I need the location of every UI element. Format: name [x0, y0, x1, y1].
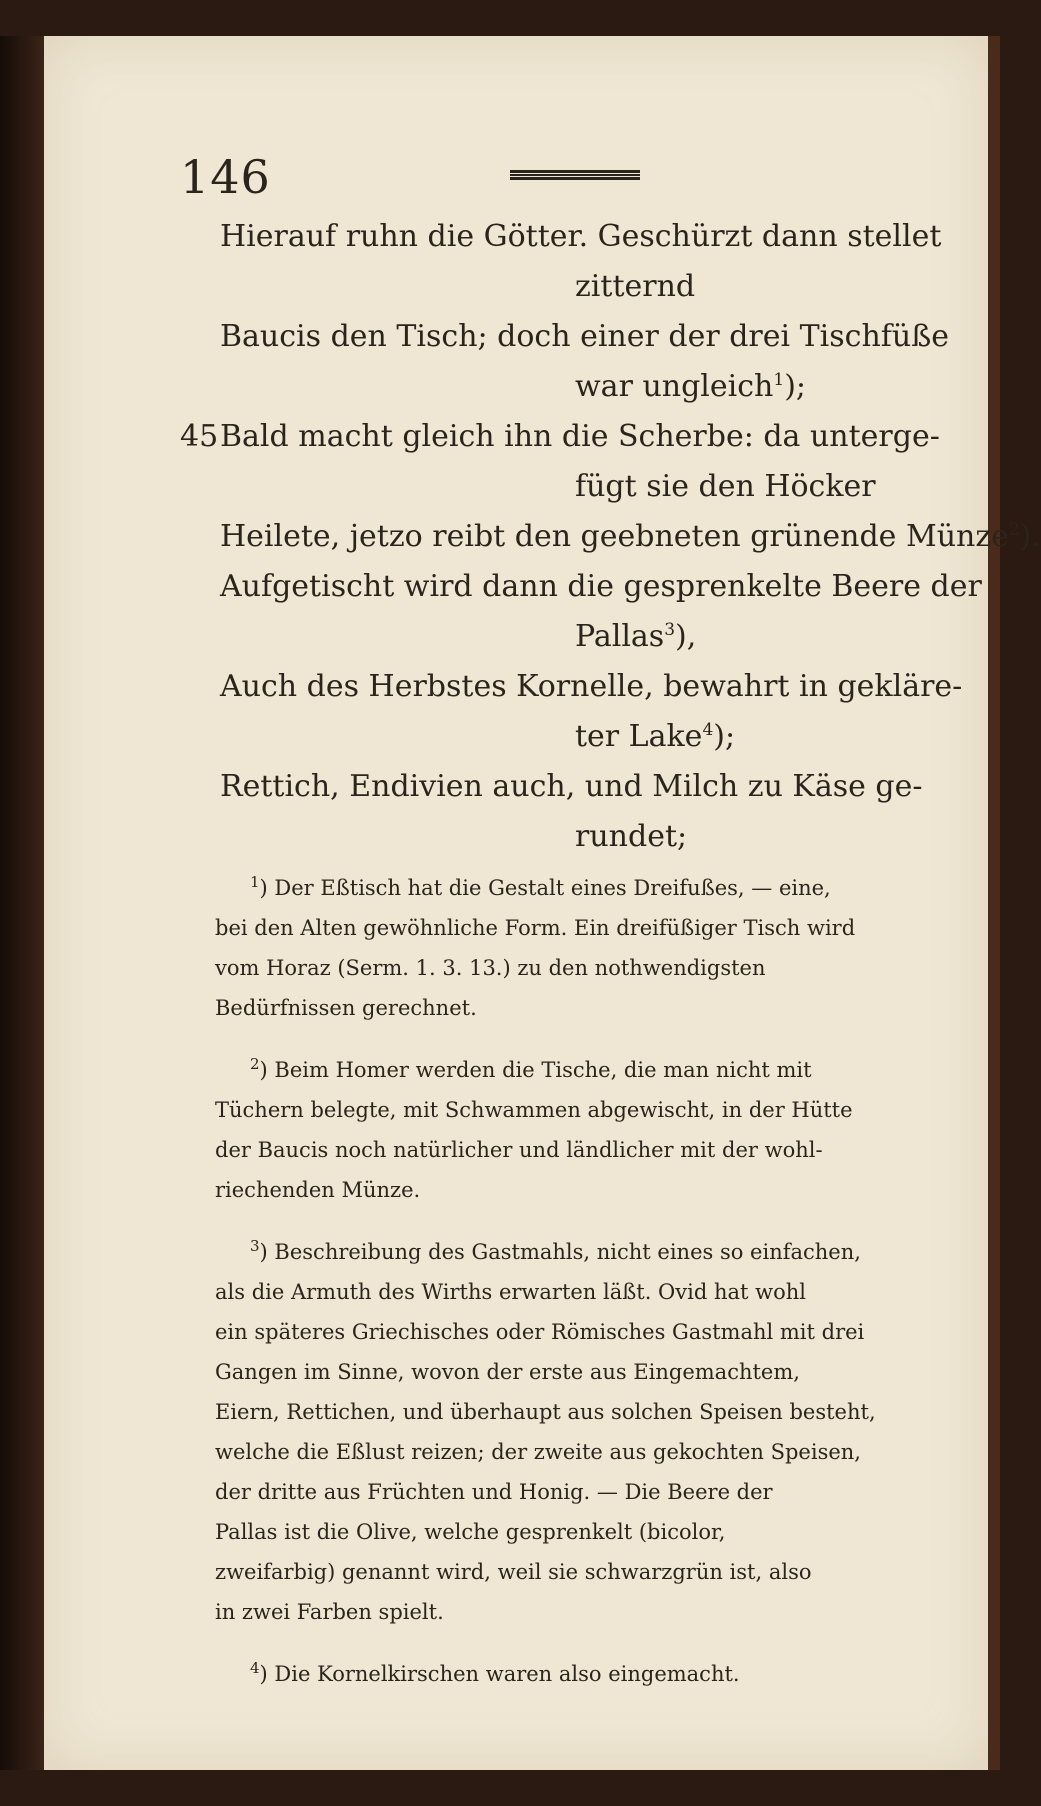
footnote-line	[215, 948, 950, 988]
verse-text: Hierauf ruhn die Götter. Geschürzt dann stellet	[220, 219, 942, 254]
footnote-line	[215, 1090, 950, 1130]
footnote-line	[215, 1050, 950, 1090]
verse-text-tail: ),	[675, 619, 697, 654]
book-edge	[988, 36, 1000, 1770]
footnote-marker: 1	[250, 873, 260, 891]
verse-text: war ungleich	[575, 369, 774, 404]
footnote-marker: 4	[250, 1659, 260, 1677]
verse-line	[220, 512, 1041, 562]
footnote-text: Gangen im Sinne, wovon der erste aus Eingemachtem,	[215, 1360, 800, 1384]
footnote	[215, 868, 950, 1028]
verse-text: Auch des Herbstes Kornelle, bewahrt in gekläre-	[220, 669, 963, 704]
footnote-text: ) Beschreibung des Gastmahls, nicht eines so einfachen,	[259, 1240, 861, 1264]
footnote-line	[215, 1654, 950, 1694]
verse-line	[220, 712, 955, 762]
footnote-line	[215, 1170, 950, 1210]
page-number: 146	[180, 150, 271, 204]
verse-text: Heilete, jetzo reibt den geebneten grünende Münze	[220, 519, 1009, 554]
footnote	[215, 1232, 950, 1632]
footnote-reference: 3	[664, 620, 676, 640]
footnote-text: der Baucis noch natürlicher und ländlicher mit der wohl-	[215, 1138, 823, 1162]
footnote-text: Eiern, Rettichen, und überhaupt aus solchen Speisen besteht,	[215, 1400, 876, 1424]
verse-text-tail: );	[713, 719, 736, 754]
verse-text: ter Lake	[575, 719, 703, 754]
verse-text-tail: );	[784, 369, 806, 404]
footnote-line	[215, 1232, 950, 1272]
footnote-line	[215, 1472, 950, 1512]
footnotes-block	[215, 868, 950, 1716]
header-rule	[510, 170, 640, 180]
verse-text: Rettich, Endivien auch, und Milch zu Käse ge-	[220, 769, 923, 804]
footnote-line	[215, 1312, 950, 1352]
page-header	[180, 150, 940, 210]
footnote-text: bei den Alten gewöhnliche Form. Ein dreifüßiger Tisch wird	[215, 916, 856, 940]
footnote-marker: 2	[250, 1055, 260, 1073]
verse-line	[220, 612, 955, 662]
verse-line	[220, 262, 955, 312]
footnote-text: ) Beim Homer werden die Tische, die man nicht mit	[259, 1058, 812, 1082]
verse-line	[180, 412, 955, 462]
verse-line	[220, 362, 955, 412]
verse-text: fügt sie den Höcker	[575, 469, 876, 504]
footnote-line	[215, 1552, 950, 1592]
footnote-reference: 1	[773, 370, 785, 390]
footnote-text: zweifarbig) genannt wird, weil sie schwarzgrün ist, also	[215, 1560, 812, 1584]
verse-text-tail: ).	[1019, 519, 1041, 554]
verse-text: zitternd	[575, 269, 696, 304]
verse-line-number: 45	[180, 419, 219, 454]
footnote-text: Pallas ist die Olive, welche gesprenkelt (bicolor,	[215, 1520, 726, 1544]
footnote-line	[215, 1592, 950, 1632]
verse-line	[220, 312, 955, 362]
verse-text: Pallas	[575, 619, 665, 654]
verse-line	[220, 762, 955, 812]
footnote-text: in zwei Farben spielt.	[215, 1600, 444, 1624]
footnote	[215, 1654, 950, 1694]
footnote-line	[215, 1130, 950, 1170]
footnote-text: welche die Eßlust reizen; der zweite aus gekochten Speisen,	[215, 1440, 861, 1464]
footnote-text: riechenden Münze.	[215, 1178, 421, 1202]
verse-line	[220, 462, 955, 512]
footnote-line	[215, 1272, 950, 1312]
footnote-text: Tüchern belegte, mit Schwammen abgewischt, in der Hütte	[215, 1098, 853, 1122]
verse-block	[180, 212, 1041, 862]
footnote	[215, 1050, 950, 1210]
footnote-text: ein späteres Griechisches oder Römisches Gastmahl mit drei	[215, 1320, 865, 1344]
footnote-line	[215, 1432, 950, 1472]
footnote-text: ) Die Kornelkirschen waren also eingemacht.	[259, 1662, 740, 1686]
footnote-marker: 3	[250, 1237, 260, 1255]
footnote-line	[215, 908, 950, 948]
verse-line	[220, 562, 982, 612]
verse-text: Bald macht gleich ihn die Scherbe: da unterge-	[220, 419, 940, 454]
footnote-line	[215, 1392, 950, 1432]
verse-line	[220, 212, 955, 262]
verse-text: Baucis den Tisch; doch einer der drei Tischfüße	[220, 319, 949, 354]
footnote-line	[215, 868, 950, 908]
footnote-text: ) Der Eßtisch hat die Gestalt eines Dreifußes, — eine,	[259, 876, 831, 900]
verse-line	[220, 662, 963, 712]
footnote-line	[215, 988, 950, 1028]
footnote-text: vom Horaz (Serm. 1. 3. 13.) zu den nothwendigsten	[215, 956, 766, 980]
footnote-reference: 4	[702, 720, 714, 740]
footnote-line	[215, 1352, 950, 1392]
verse-line	[220, 812, 955, 862]
verse-text: rundet;	[575, 819, 688, 854]
footnote-text: der dritte aus Früchten und Honig. — Die Beere der	[215, 1480, 773, 1504]
footnote-reference: 2	[1008, 520, 1020, 540]
verse-text: Aufgetischt wird dann die gesprenkelte Beere der	[220, 569, 982, 604]
footnote-line	[215, 1512, 950, 1552]
book-spine	[0, 36, 44, 1770]
footnote-text: Bedürfnissen gerechnet.	[215, 996, 477, 1020]
footnote-text: als die Armuth des Wirths erwarten läßt. Ovid hat wohl	[215, 1280, 806, 1304]
